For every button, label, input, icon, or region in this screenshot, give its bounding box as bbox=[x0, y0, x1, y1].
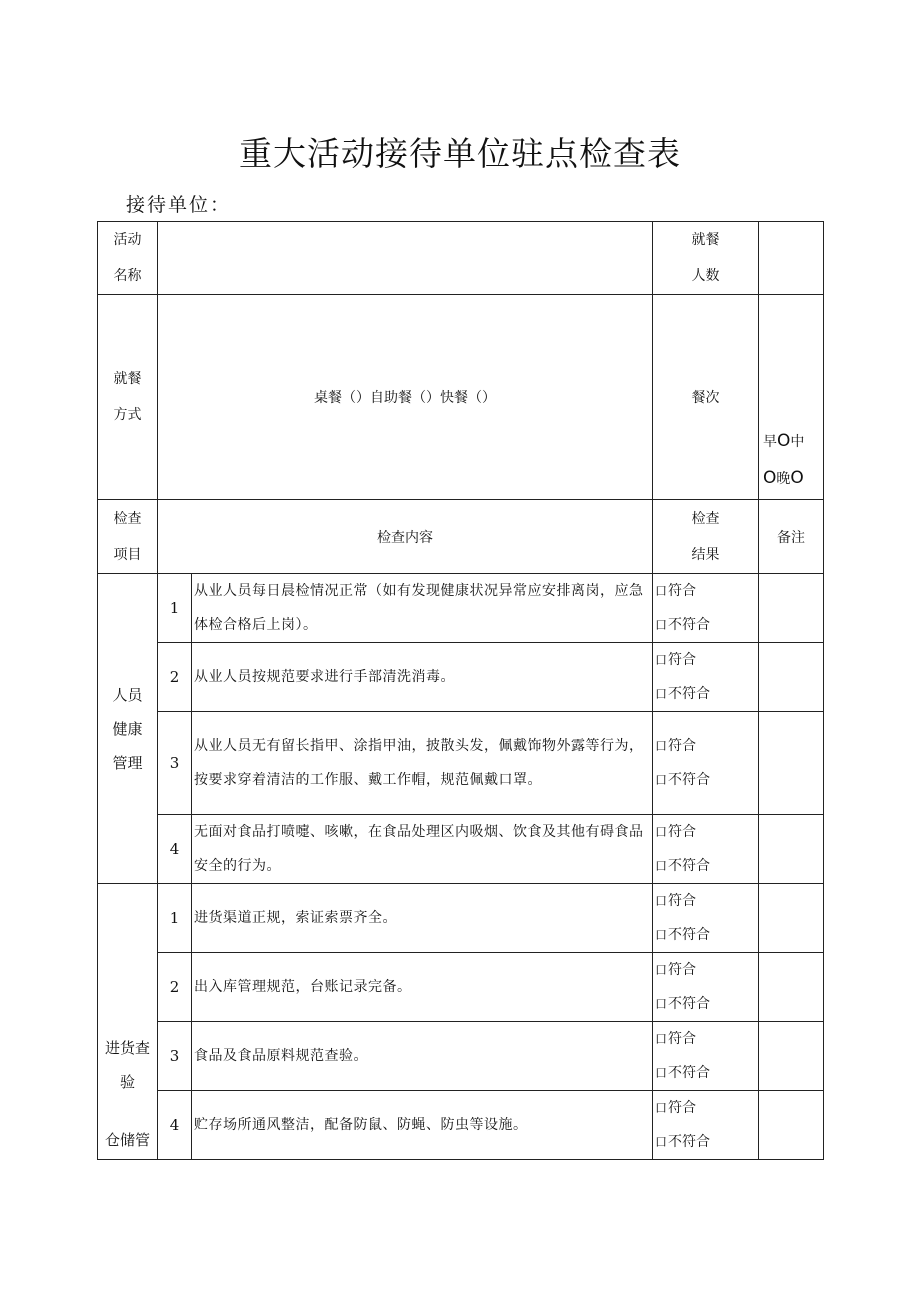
table-row bbox=[98, 643, 824, 712]
fail-checkbox[interactable]: 口不符合 bbox=[655, 1134, 711, 1150]
table-row bbox=[98, 712, 824, 815]
item-number: 4 bbox=[158, 815, 192, 884]
pass-checkbox[interactable]: 口符合 bbox=[655, 738, 697, 754]
table-row bbox=[98, 574, 824, 643]
item-content: 进货渠道正规，索证索票齐全。 bbox=[192, 884, 653, 953]
item-number: 1 bbox=[158, 574, 192, 643]
pass-checkbox[interactable]: 口符合 bbox=[655, 962, 697, 978]
remarks-field[interactable] bbox=[759, 1091, 824, 1160]
remarks-field[interactable] bbox=[759, 712, 824, 815]
result-options bbox=[653, 574, 759, 643]
inspection-table bbox=[97, 221, 824, 1160]
item-number: 1 bbox=[158, 884, 192, 953]
item-number: 3 bbox=[158, 712, 192, 815]
pass-checkbox[interactable]: 口符合 bbox=[655, 893, 697, 909]
remarks-field[interactable] bbox=[759, 953, 824, 1022]
item-content: 从业人员每日晨检情况正常（如有发现健康状况异常应安排离岗，应急体检合格后上岗）。 bbox=[192, 574, 653, 643]
item-content: 出入库管理规范，台账记录完备。 bbox=[192, 953, 653, 1022]
table-row bbox=[98, 1091, 824, 1160]
dining-options[interactable]: 桌餐（）自助餐（）快餐（） bbox=[158, 295, 653, 500]
pass-checkbox[interactable]: 口符合 bbox=[655, 652, 697, 668]
remarks-field[interactable] bbox=[759, 643, 824, 712]
check-result-header: 检查 结果 bbox=[653, 500, 759, 574]
table-row bbox=[98, 953, 824, 1022]
dining-method-label: 就餐 方式 bbox=[98, 295, 158, 500]
remarks-field[interactable] bbox=[759, 1022, 824, 1091]
result-options bbox=[653, 815, 759, 884]
fail-checkbox[interactable]: 口不符合 bbox=[655, 772, 711, 788]
remarks-field[interactable] bbox=[759, 815, 824, 884]
result-options bbox=[653, 953, 759, 1022]
item-number: 2 bbox=[158, 953, 192, 1022]
item-number: 3 bbox=[158, 1022, 192, 1091]
item-content: 无面对食品打喷嚏、咳嗽，在食品处理区内吸烟、饮食及其他有碍食品安全的行为。 bbox=[192, 815, 653, 884]
fail-checkbox[interactable]: 口不符合 bbox=[655, 686, 711, 702]
table-row bbox=[98, 884, 824, 953]
lunch-circle[interactable]: O bbox=[763, 468, 777, 488]
result-options bbox=[653, 1022, 759, 1091]
item-content: 从业人员无有留长指甲、涂指甲油，披散头发，佩戴饰物外露等行为，按要求穿着清洁的工作服、戴工作帽，规范佩戴口罩。 bbox=[192, 712, 653, 815]
item-content: 贮存场所通风整洁，配备防鼠、防蝇、防虫等设施。 bbox=[192, 1091, 653, 1160]
fail-checkbox[interactable]: 口不符合 bbox=[655, 996, 711, 1012]
fail-checkbox[interactable]: 口不符合 bbox=[655, 1065, 711, 1081]
fail-checkbox[interactable]: 口不符合 bbox=[655, 617, 711, 633]
fail-checkbox[interactable]: 口不符合 bbox=[655, 858, 711, 874]
reception-unit-label: 接待单位： bbox=[126, 194, 232, 216]
item-content: 从业人员按规范要求进行手部清洗消毒。 bbox=[192, 643, 653, 712]
table-row bbox=[98, 1022, 824, 1091]
breakfast-circle[interactable]: O bbox=[777, 431, 791, 451]
remarks-field[interactable] bbox=[759, 884, 824, 953]
item-number: 2 bbox=[158, 643, 192, 712]
result-options bbox=[653, 884, 759, 953]
diners-field[interactable] bbox=[759, 222, 824, 295]
pass-checkbox[interactable]: 口符合 bbox=[655, 824, 697, 840]
check-content-header: 检查内容 bbox=[158, 500, 653, 574]
category-purchase-inspection: 进货查 验 仓储管 bbox=[98, 884, 158, 1160]
page-title: 重大活动接待单位驻点检查表 bbox=[239, 134, 681, 173]
check-item-header: 检查 项目 bbox=[98, 500, 158, 574]
diners-label: 就餐 人数 bbox=[653, 222, 759, 295]
item-content: 食品及食品原料规范查验。 bbox=[192, 1022, 653, 1091]
remarks-field[interactable] bbox=[759, 574, 824, 643]
result-options bbox=[653, 1091, 759, 1160]
pass-checkbox[interactable]: 口符合 bbox=[655, 1100, 697, 1116]
result-options bbox=[653, 643, 759, 712]
pass-checkbox[interactable]: 口符合 bbox=[655, 1031, 697, 1047]
activity-name-field[interactable] bbox=[158, 222, 653, 295]
activity-name-label: 活动 名称 bbox=[98, 222, 158, 295]
pass-checkbox[interactable]: 口符合 bbox=[655, 583, 697, 599]
meal-slots[interactable]: 早O中 O晚O bbox=[759, 295, 824, 500]
fail-checkbox[interactable]: 口不符合 bbox=[655, 927, 711, 943]
category-personnel-health: 人员 健康 管理 bbox=[98, 574, 158, 884]
item-number: 4 bbox=[158, 1091, 192, 1160]
dinner-circle[interactable]: O bbox=[790, 468, 804, 488]
table-row bbox=[98, 815, 824, 884]
result-options bbox=[653, 712, 759, 815]
remarks-header: 备注 bbox=[759, 500, 824, 574]
meal-times-label: 餐次 bbox=[653, 295, 759, 500]
